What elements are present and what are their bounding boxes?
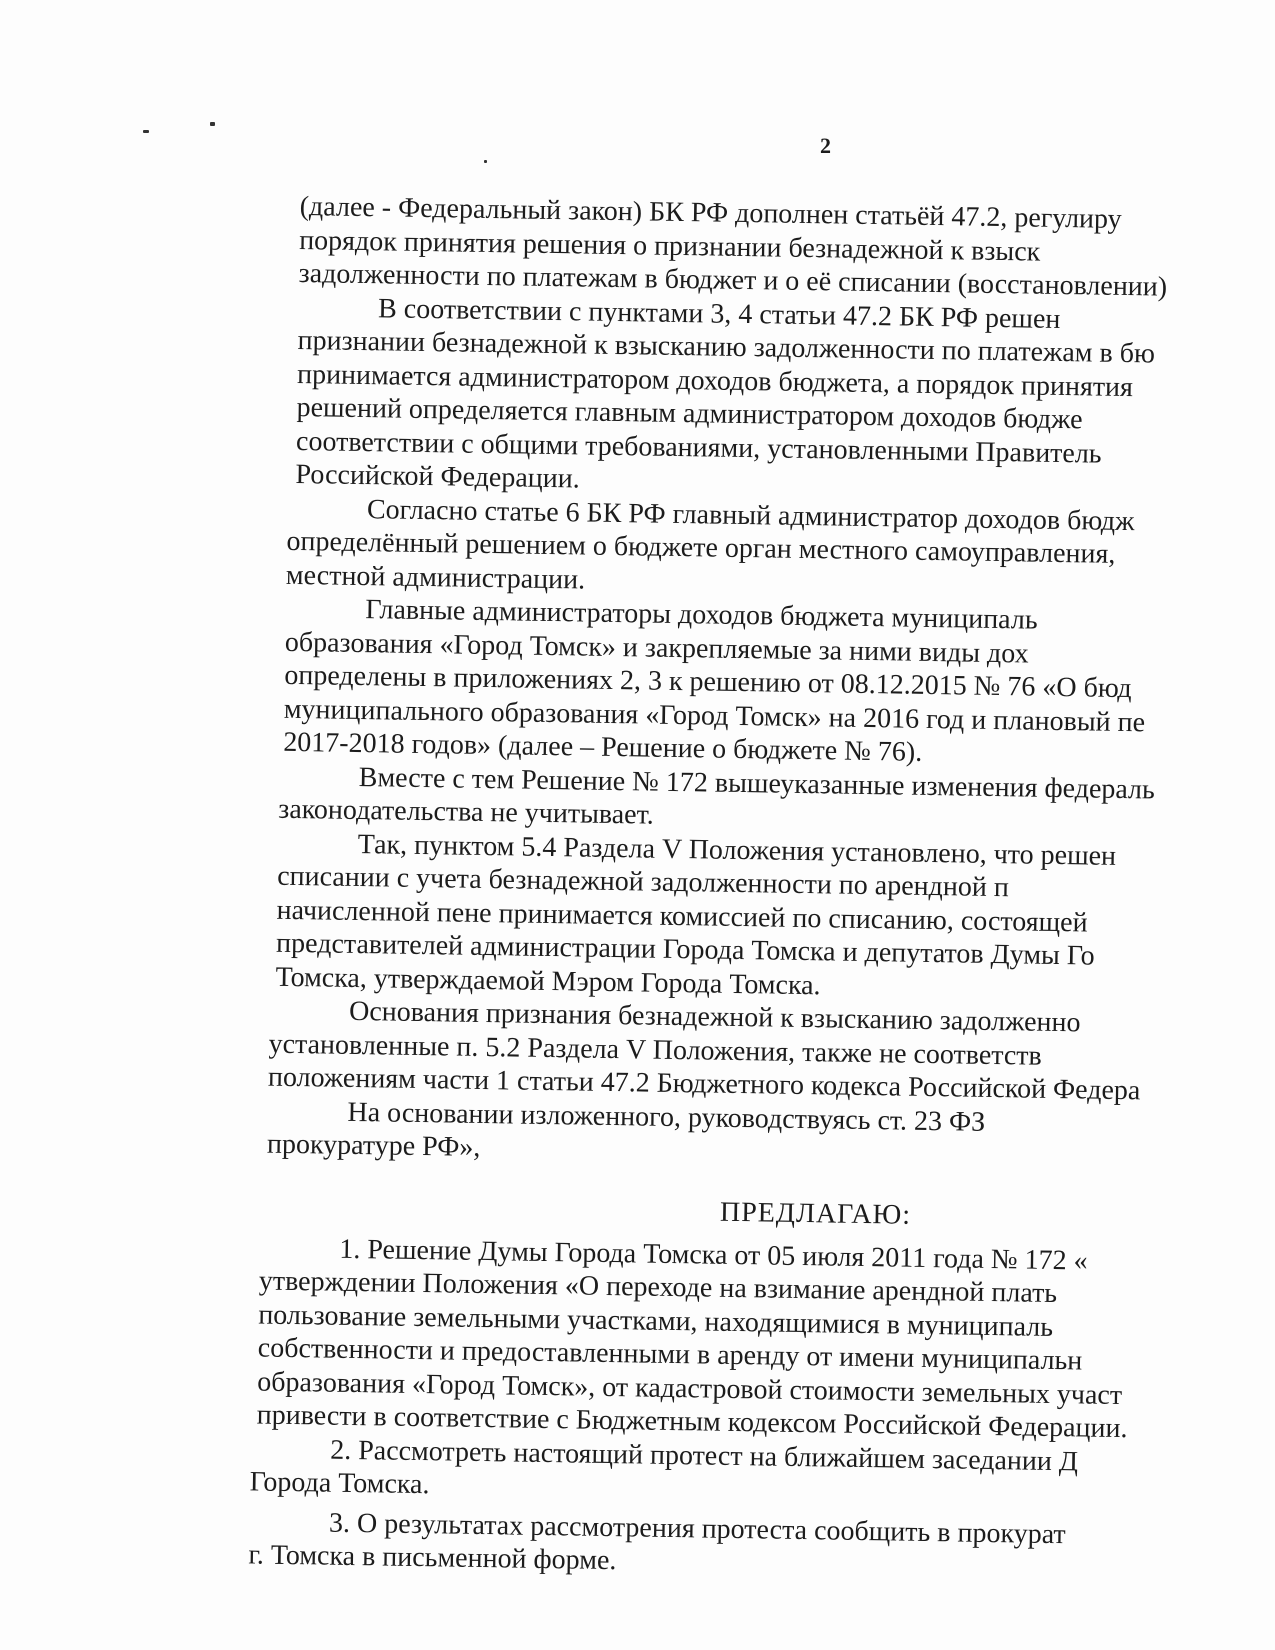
text-line: На основании изложенного, руководствуясь ст. 23 ФЗ [347, 1096, 986, 1138]
text-line: 2. Рассмотреть настоящий протест на ближайшем заседании Д [329, 1434, 1079, 1477]
text-line: 1. Решение Думы Города Томска от 05 июля 2011 года № 172 « [339, 1233, 1088, 1277]
text-line: пользование земельными участками, находящимися в муниципаль [258, 1298, 1054, 1343]
text-line: 2017-2018 годов» (далее – Решение о бюджете № 76). [283, 726, 923, 768]
paragraph [275, 826, 1275, 1010]
text-line: В соответствии с пунктами 3, 4 статьи 47.2 БК РФ решен [377, 292, 1061, 335]
text-line: образования «Город Томск», от кадастровой стоимости земельных участ [257, 1365, 1123, 1411]
text-line: Так, пунктом 5.4 Раздела V Положения установлено, что решен [357, 828, 1117, 872]
scan-mark [484, 160, 487, 163]
page-number: 2 [820, 133, 831, 158]
text-line: привести в соответствие с Бюджетным кодексом Российской Федерации. [256, 1399, 1128, 1445]
list-item [248, 1505, 1275, 1588]
text-line: Томска, утверждаемой Мэром Города Томска. [275, 961, 821, 1001]
scan-mark [210, 122, 215, 126]
text-line: (далее - Федеральный закон) БК РФ дополнен статьёй 47.2, регулиру [299, 190, 1122, 235]
text-line: 3. О результатах рассмотрения протеста сообщить в прокурат [328, 1507, 1066, 1550]
text-line: муниципального образования «Город Томск» на 2016 год и плановый пе [283, 693, 1146, 738]
text-line: задолженности по платежам в бюджет и о её списании (восстановлении) [298, 257, 1168, 303]
text-line: порядок принятия решения о признании безнадежной к взыск [298, 224, 1041, 268]
text-line: Согласно статье 6 БК РФ главный администратор доходов бюдж [366, 493, 1135, 537]
text-line: образования «Город Томск» и закрепляемые за ними виды дох [284, 626, 1029, 669]
text-line: Главные администраторы доходов бюджета муниципаль [365, 594, 1038, 636]
text-line: решений определяется главным администратором доходов бюдже [296, 391, 1083, 436]
text-line: соответствии с общими требованиями, установленными Правитель [295, 425, 1102, 470]
text-line: списании с учета безнадежной задолженности по арендной п [276, 860, 1010, 904]
paragraph [286, 491, 1275, 608]
text-line: собственности и предоставленными в аренду от имени муниципальн [257, 1332, 1083, 1377]
text-line: Российской Федерации. [295, 458, 580, 495]
text-line: установленные п. 5.2 Раздела V Положения, также не соответств [268, 1028, 1043, 1072]
text-line: Города Томска. [249, 1466, 430, 1501]
list-item [256, 1231, 1275, 1448]
text-line: Вместе с тем Решение № 172 вышеуказанные изменения федераль [358, 761, 1156, 805]
text-line: прокуратуре РФ», [266, 1128, 481, 1163]
paragraph [298, 190, 1275, 307]
document-body [248, 190, 1275, 1588]
text-line: положениям части 1 статьи 47.2 Бюджетного кодекса Российской Федера [267, 1061, 1141, 1107]
text-line: законодательства не учитывает. [278, 793, 654, 831]
text-line: определённый решением о бюджете орган местного самоуправления, [286, 525, 1116, 570]
text-line: Основания признания безнадежной к взысканию задолженно [348, 995, 1081, 1039]
text-line: начисленной пене принимается комиссией по списанию, состоящей [276, 894, 1088, 938]
scan-mark [143, 130, 149, 133]
text-line: местной администрации. [285, 559, 586, 596]
paragraph [268, 994, 1275, 1111]
text-line: признании безнадежной к взысканию задолженности по платежам в бю [297, 324, 1156, 370]
paragraph [283, 592, 1275, 776]
section-heading: ПРЕДЛАГАЮ: [719, 1196, 912, 1231]
text-line: г. Томска в письменной форме. [248, 1539, 617, 1577]
paragraph [295, 290, 1275, 507]
text-line: принимается администратором доходов бюджета, а порядок принятия [296, 358, 1134, 403]
text-line: представителей администрации Города Томска и депутатов Думы Го [275, 927, 1095, 972]
text-line: определены в приложениях 2, 3 к решению от 08.12.2015 № 76 «О бюд [284, 659, 1132, 705]
text-line: утверждении Положения «О переходе на взимание арендной плать [258, 1265, 1058, 1310]
